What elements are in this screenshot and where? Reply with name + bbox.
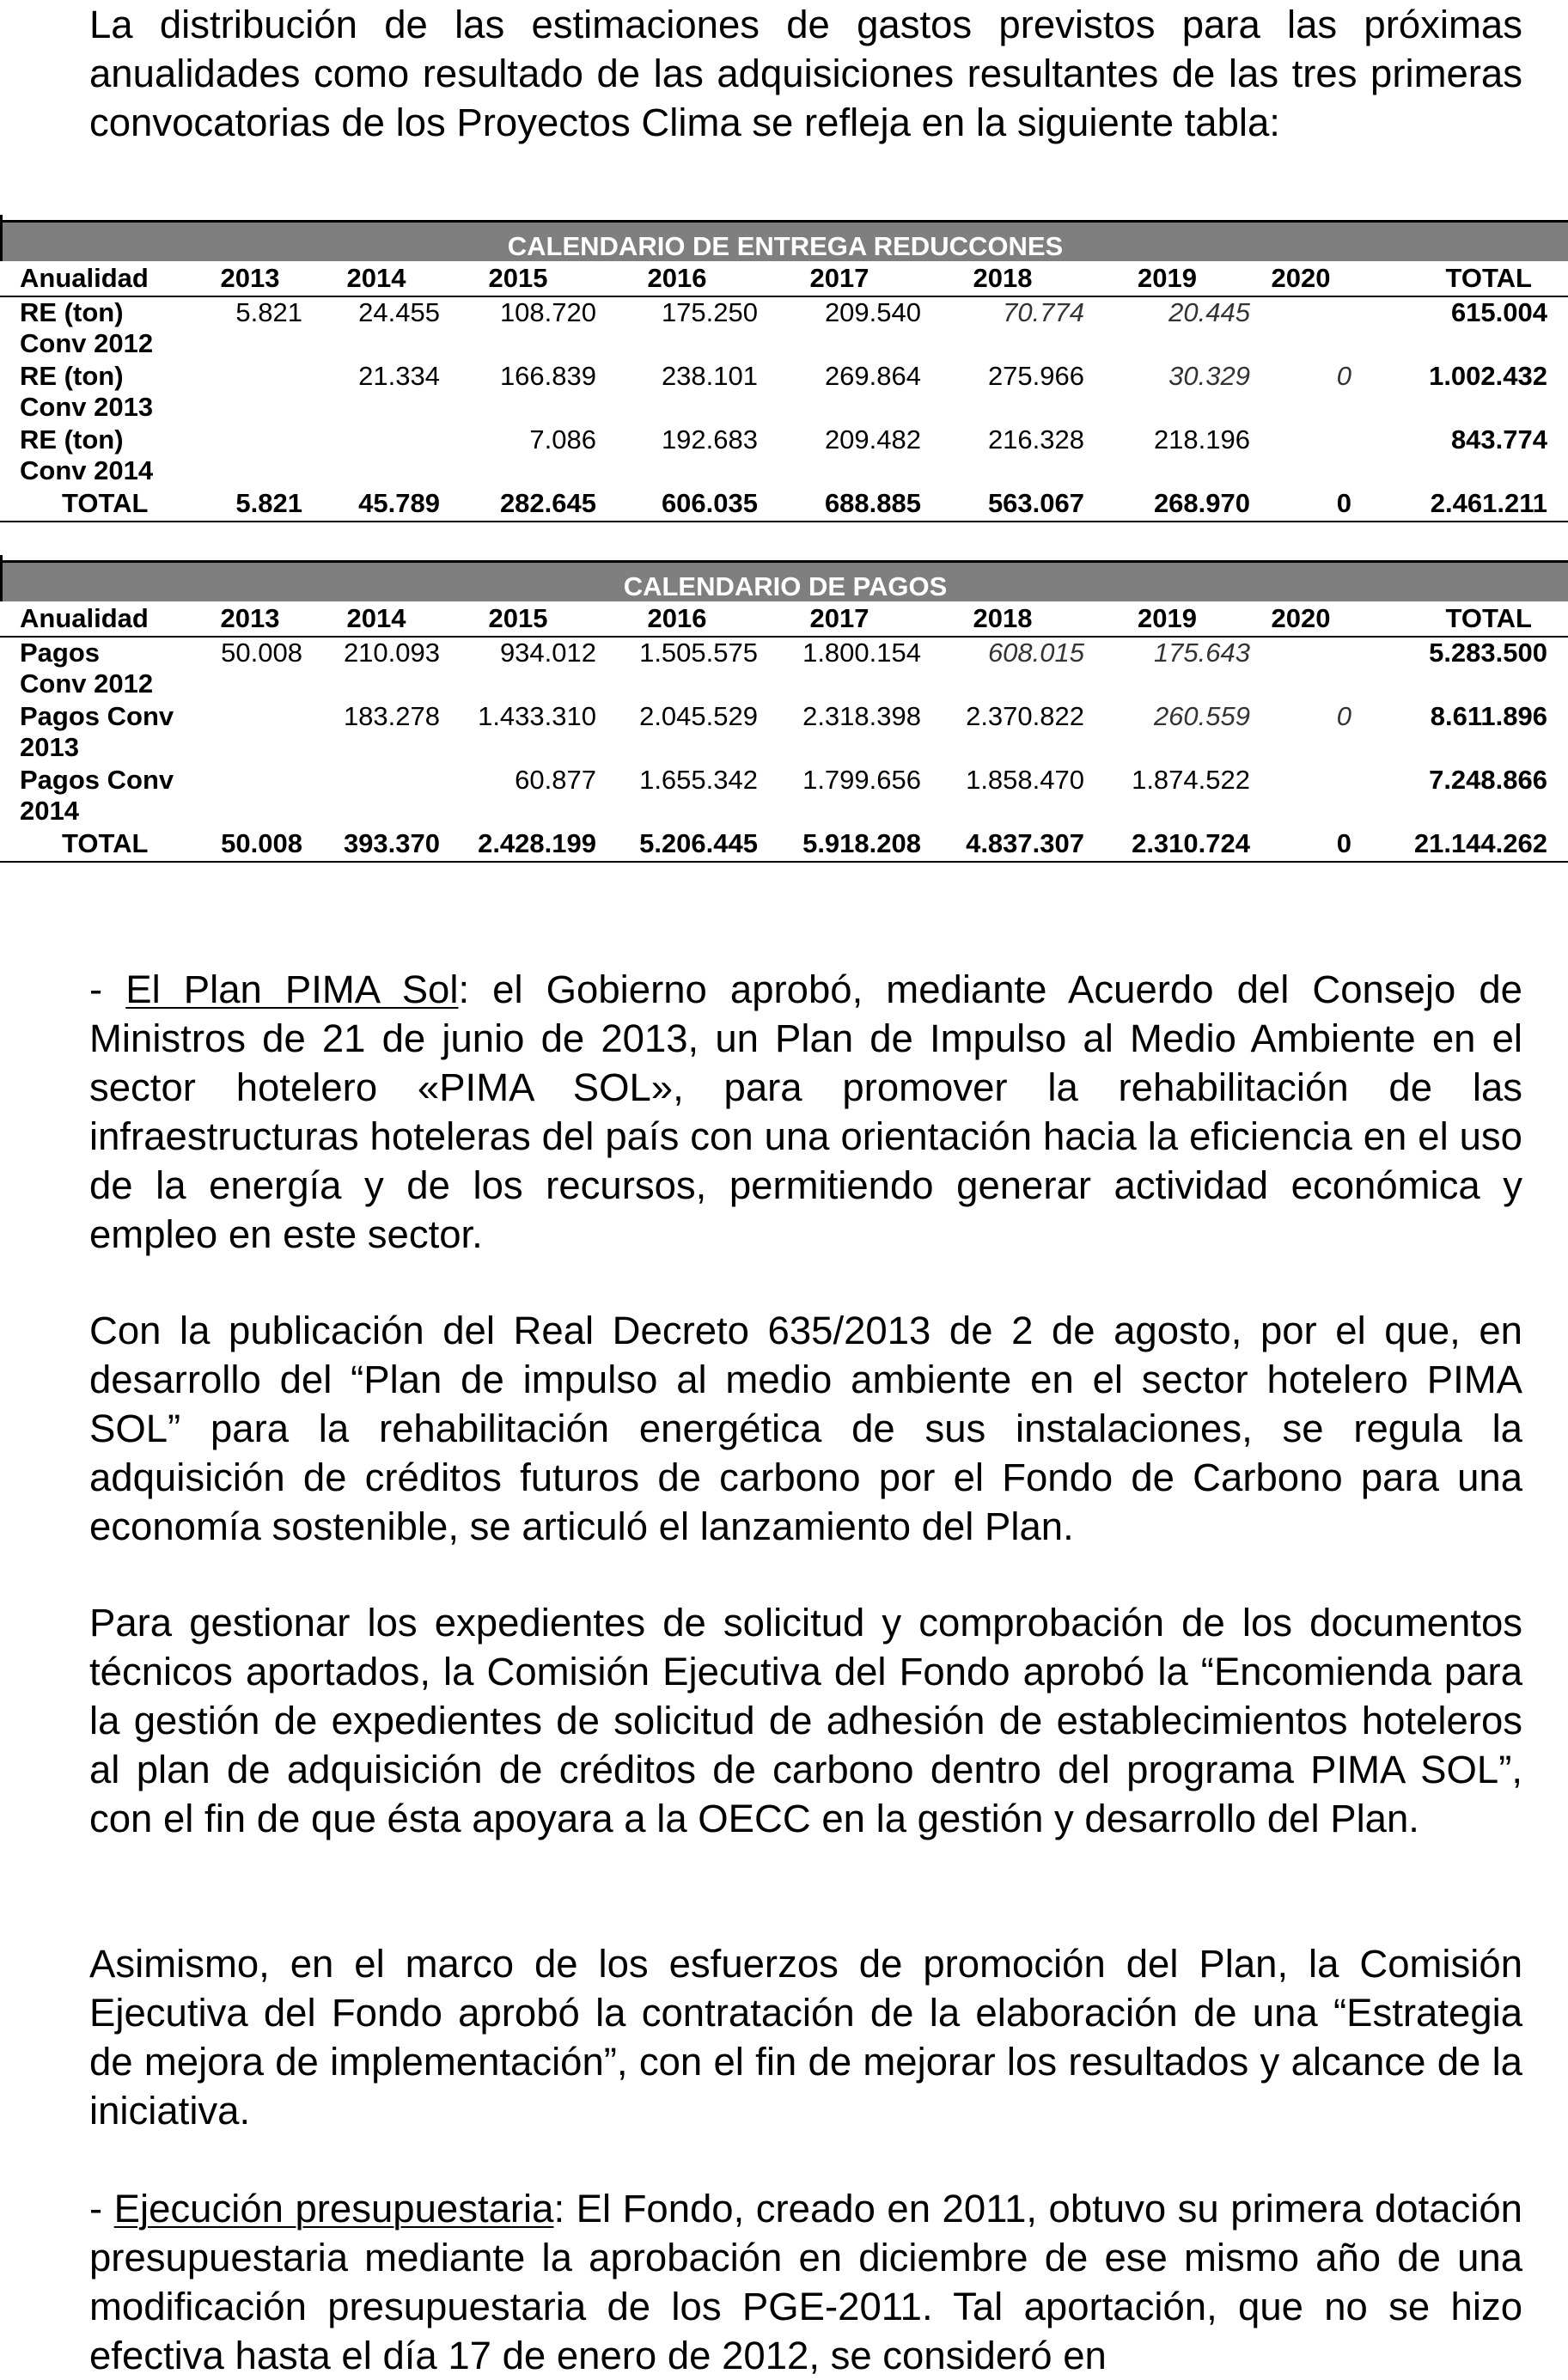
table-cell xyxy=(187,361,313,392)
table-cell: 8.611.896 xyxy=(1430,701,1547,731)
table-cell: 1.874.522 xyxy=(1132,765,1250,795)
total-cell: 2.428.199 xyxy=(440,828,596,862)
table-cell: 50.008 xyxy=(221,638,302,668)
table-cell: 275.966 xyxy=(987,361,1084,391)
header-cell: Anualidad xyxy=(0,601,187,637)
table-cell: 175.250 xyxy=(661,297,758,327)
total-cell: 5.918.208 xyxy=(758,828,921,862)
header-cell: 2014 xyxy=(313,261,440,296)
table-cell: 843.774 xyxy=(1450,424,1547,455)
table-title: CALENDARIO DE PAGOS xyxy=(623,571,948,601)
total-cell: 4.837.307 xyxy=(921,828,1084,862)
strategy-paragraph: Asimismo, en el marco de los esfuerzos de promoción del Plan, la Comisión Ejecutiva del Fondo aprobó la contratación de la elaboración de una “Estrategia de mejora de implementación”, con el fin de mejorar los resultados y alcance de la iniciativa. xyxy=(89,1942,1522,2133)
total-cell: 45.789 xyxy=(313,488,440,522)
total-cell: 2.461.211 xyxy=(1351,488,1568,522)
table-cell: 1.002.432 xyxy=(1429,361,1547,391)
table-cell: 192.683 xyxy=(661,424,758,455)
reductions-table xyxy=(0,215,1568,522)
row-label: Pagos xyxy=(20,638,101,668)
table-row xyxy=(0,361,1568,392)
table-cell: 60.877 xyxy=(515,765,596,795)
table-cell: 608.015 xyxy=(987,638,1084,668)
total-cell: 5.206.445 xyxy=(596,828,758,862)
header-cell: 2018 xyxy=(921,601,1084,637)
header-cell: 2018 xyxy=(921,261,1084,296)
row-label-continued: 2014 xyxy=(20,796,79,826)
budget-text: : El Fondo, creado en 2011, obtuvo su primera dotación presupuestaria mediante la aprobación en diciembre de ese mismo año de una modificación presupuestaria de los PGE-2011. Tal aportación, que no se hizo efectiva hasta el día 17 de enero de 2012, se consideró en xyxy=(89,2187,1522,2377)
table-row xyxy=(0,701,1568,732)
table-cell: 5.821 xyxy=(235,297,302,327)
table-row xyxy=(0,637,1568,668)
table-cell: 1.799.656 xyxy=(802,765,921,795)
table-row xyxy=(0,765,1568,796)
intro-paragraph: La distribución de las estimaciones de gastos previstos para las próximas anualidades como resultado de las adquisiciones resultantes de las tres primeras convocatorias de los Proyectos Clima se refleja en la siguiente tabla: xyxy=(89,3,1522,144)
table-row xyxy=(0,296,1568,328)
table-cell: 5.283.500 xyxy=(1429,638,1547,668)
header-cell: 2013 xyxy=(187,261,313,296)
table-cell xyxy=(1250,765,1351,796)
table-title-bar xyxy=(0,555,1568,601)
table-total-row xyxy=(0,828,1568,862)
table-cell xyxy=(187,765,313,796)
table-cell: 108.720 xyxy=(499,297,596,327)
table-cell: 0 xyxy=(1336,361,1351,391)
pima-text: : el Gobierno aprobó, mediante Acuerdo del Consejo de Ministros de 21 de junio de 2013, un Plan de Impulso al Medio Ambiente en el sector hotelero «PIMA SOL», para promover la rehabilitación de las infraestructuras hoteleras del país con una orientación hacia la eficiencia en el uso de la energía y de los recursos, permitiendo generar actividad económica y empleo en este sector. xyxy=(89,967,1522,1256)
table-cell: 209.540 xyxy=(824,297,921,327)
table-cell: 1.655.342 xyxy=(639,765,758,795)
table-cell xyxy=(1250,424,1351,455)
header-cell: 2016 xyxy=(596,261,758,296)
list-dash: - xyxy=(89,2187,114,2230)
pima-paragraph xyxy=(89,965,1522,1259)
row-label-continued: 2013 xyxy=(20,732,79,762)
header-cell: 2017 xyxy=(758,261,921,296)
table-cell: 30.329 xyxy=(1168,361,1250,391)
total-cell: 21.144.262 xyxy=(1351,828,1568,862)
total-cell: 393.370 xyxy=(313,828,440,862)
header-cell: 2015 xyxy=(440,261,596,296)
row-label-continued: Conv 2013 xyxy=(20,392,154,422)
table-cell: 615.004 xyxy=(1450,297,1547,327)
table-cell: 7.086 xyxy=(529,424,596,455)
table-header-row xyxy=(0,601,1568,637)
payments-table xyxy=(0,555,1568,863)
encomienda-paragraph: Para gestionar los expedientes de solicitud y comprobación de los documentos técnicos aportados, la Comisión Ejecutiva del Fondo aprobó la “Encomienda para la gestión de expedientes de solicitud de adhesión de establecimientos hoteleros al plan de adquisición de créditos de carbono dentro del programa PIMA SOL”, con el fin de que ésta apoyara a la OECC en la gestión y desarrollo del Plan. xyxy=(89,1601,1522,1840)
table-cell xyxy=(1250,296,1351,328)
table-cell xyxy=(1250,637,1351,668)
table-cell: 260.559 xyxy=(1153,701,1250,731)
table-cell: 218.196 xyxy=(1153,424,1250,455)
table-cell: 2.318.398 xyxy=(802,701,921,731)
table-cell: 183.278 xyxy=(343,701,440,731)
total-cell: 2.310.724 xyxy=(1084,828,1250,862)
table-cell: 1.433.310 xyxy=(478,701,596,731)
decree-paragraph: Con la publicación del Real Decreto 635/2013 de 2 de agosto, por el que, en desarrollo del “Plan de impulso al medio ambiente en el sector hotelero PIMA SOL” para la rehabilitación energética de sus instalaciones, se regula la adquisición de créditos futuros de carbono por el Fondo de Carbono para una economía sostenible, se articuló el lanzamiento del Plan. xyxy=(89,1309,1522,1548)
table-cell: 1.858.470 xyxy=(966,765,1084,795)
table-cell: 2.045.529 xyxy=(639,701,758,731)
total-cell: 0 xyxy=(1250,828,1351,862)
table-header-row xyxy=(0,261,1568,296)
table-cell: 216.328 xyxy=(987,424,1084,455)
table-cell: 175.643 xyxy=(1153,638,1250,668)
table-cell: 7.248.866 xyxy=(1429,765,1547,795)
table-cell: 166.839 xyxy=(499,361,596,391)
budget-heading: Ejecución presupuestaria xyxy=(113,2187,554,2230)
table-cell: 0 xyxy=(1336,701,1351,731)
pima-heading: El Plan PIMA Sol xyxy=(125,967,459,1011)
row-label-continued: Conv 2012 xyxy=(20,668,154,699)
total-cell: 5.821 xyxy=(187,488,313,522)
row-label-continued: Conv 2012 xyxy=(20,328,154,358)
table-cell: 238.101 xyxy=(661,361,758,391)
header-cell: 2014 xyxy=(313,601,440,637)
row-label: RE (ton) xyxy=(20,424,124,455)
table-cell: 934.012 xyxy=(499,638,596,668)
header-cell: TOTAL xyxy=(1351,601,1568,637)
header-cell: 2020 xyxy=(1250,601,1351,637)
table-cell: 70.774 xyxy=(1003,297,1084,327)
total-cell: 268.970 xyxy=(1084,488,1250,522)
table-cell: 209.482 xyxy=(824,424,921,455)
header-cell: 2016 xyxy=(596,601,758,637)
list-dash: - xyxy=(89,967,126,1011)
table-cell: 21.334 xyxy=(358,361,440,391)
table-cell xyxy=(313,424,440,455)
header-cell: 2019 xyxy=(1084,601,1250,637)
header-cell: 2019 xyxy=(1084,261,1250,296)
table-title: CALENDARIO DE ENTREGA REDUCCONES xyxy=(507,231,1064,261)
table-cell: 210.093 xyxy=(343,638,440,668)
budget-paragraph xyxy=(89,2184,1522,2380)
table-cell: 24.455 xyxy=(358,297,440,327)
table-cell: 20.445 xyxy=(1168,297,1250,327)
table-total-row xyxy=(0,488,1568,522)
table-cell xyxy=(313,765,440,796)
total-cell: 688.885 xyxy=(758,488,921,522)
header-cell: Anualidad xyxy=(0,261,187,296)
total-label: TOTAL xyxy=(0,828,187,862)
header-cell: 2020 xyxy=(1250,261,1351,296)
total-cell: 563.067 xyxy=(921,488,1084,522)
table-cell: 269.864 xyxy=(824,361,921,391)
table-row xyxy=(0,424,1568,455)
row-label: Pagos Conv xyxy=(20,765,174,795)
row-label: RE (ton) xyxy=(20,297,124,327)
row-label: RE (ton) xyxy=(20,361,124,391)
table-cell xyxy=(187,701,313,732)
total-cell: 606.035 xyxy=(596,488,758,522)
header-cell: TOTAL xyxy=(1351,261,1568,296)
total-label: TOTAL xyxy=(0,488,187,522)
total-cell: 50.008 xyxy=(187,828,313,862)
table-cell: 1.800.154 xyxy=(802,638,921,668)
header-cell: 2013 xyxy=(187,601,313,637)
table-cell xyxy=(187,424,313,455)
table-cell: 1.505.575 xyxy=(639,638,758,668)
total-cell: 0 xyxy=(1250,488,1351,522)
header-cell: 2017 xyxy=(758,601,921,637)
row-label-continued: Conv 2014 xyxy=(20,455,154,485)
table-cell: 2.370.822 xyxy=(966,701,1084,731)
header-cell: 2015 xyxy=(440,601,596,637)
total-cell: 282.645 xyxy=(440,488,596,522)
table-title-bar xyxy=(0,215,1568,261)
row-label: Pagos Conv xyxy=(20,701,174,731)
